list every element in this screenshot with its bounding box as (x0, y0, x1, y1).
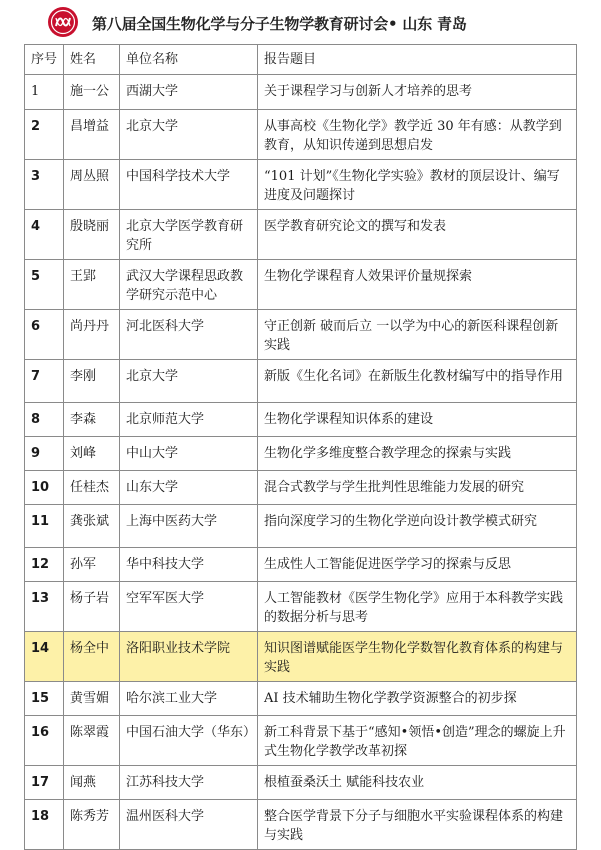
row-number: 13 (25, 582, 64, 632)
report-title: 新版《生化名词》在新版生化教材编写中的指导作用 (258, 360, 577, 403)
institution-name: 河北医科大学 (120, 310, 258, 360)
row-number: 11 (25, 505, 64, 548)
row-number: 12 (25, 548, 64, 582)
table-row (25, 437, 577, 471)
row-number: 15 (25, 682, 64, 716)
table-row (25, 310, 577, 360)
institution-name: 中国科学技术大学 (120, 160, 258, 210)
report-title: 根植蚕桑沃土 赋能科技农业 (258, 766, 577, 800)
report-title: 从事高校《生物化学》教学近 30 年有感：从教学到教育，从知识传递到思想启发 (258, 110, 577, 160)
row-number: 5 (25, 260, 64, 310)
report-title: 守正创新 破而后立 一以学为中心的新医科课程创新实践 (258, 310, 577, 360)
institution-name: 北京大学 (120, 110, 258, 160)
table-row (25, 682, 577, 716)
conference-logo-icon (47, 6, 79, 38)
table-row (25, 75, 577, 110)
institution-name: 空军军医大学 (120, 582, 258, 632)
institution-name: 中国石油大学（华东） (120, 716, 258, 766)
table-row (25, 766, 577, 800)
report-title: 混合式教学与学生批判性思维能力发展的研究 (258, 471, 577, 505)
table-row (25, 403, 577, 437)
table-row (25, 505, 577, 548)
institution-name: 哈尔滨工业大学 (120, 682, 258, 716)
presenter-name: 施一公 (64, 75, 120, 110)
table-row (25, 716, 577, 766)
presenter-name: 殷晓丽 (64, 210, 120, 260)
table-row (25, 632, 577, 682)
column-header-unit: 单位名称 (120, 45, 258, 75)
institution-name: 上海中医药大学 (120, 505, 258, 548)
institution-name: 洛阳职业技术学院 (120, 632, 258, 682)
institution-name: 西湖大学 (120, 75, 258, 110)
table-row (25, 800, 577, 850)
table-row (25, 471, 577, 505)
table-row (25, 160, 577, 210)
presenter-name: 龚张斌 (64, 505, 120, 548)
presenter-name: 刘峰 (64, 437, 120, 471)
institution-name: 华中科技大学 (120, 548, 258, 582)
report-title: 知识图谱赋能医学生物化学数智化教育体系的构建与实践 (258, 632, 577, 682)
presenter-name: 陈秀芳 (64, 800, 120, 850)
table-header-row (25, 45, 577, 75)
document-header (0, 0, 601, 44)
report-title: 生物化学课程育人效果评价量规探索 (258, 260, 577, 310)
table-row (25, 110, 577, 160)
report-schedule-table (24, 44, 577, 850)
report-title: 关于课程学习与创新人才培养的思考 (258, 75, 577, 110)
row-number: 6 (25, 310, 64, 360)
row-number: 18 (25, 800, 64, 850)
table-row (25, 360, 577, 403)
report-title: 生成性人工智能促进医学学习的探索与反思 (258, 548, 577, 582)
row-number: 14 (25, 632, 64, 682)
institution-name: 江苏科技大学 (120, 766, 258, 800)
row-number: 3 (25, 160, 64, 210)
report-title: 新工科背景下基于“感知•领悟•创造”理念的螺旋上升式生物化学教学改革初探 (258, 716, 577, 766)
row-number: 4 (25, 210, 64, 260)
table-row (25, 210, 577, 260)
table-row (25, 260, 577, 310)
row-number: 1 (25, 75, 64, 110)
institution-name: 中山大学 (120, 437, 258, 471)
institution-name: 山东大学 (120, 471, 258, 505)
column-header-report-title: 报告题目 (258, 45, 577, 75)
institution-name: 北京师范大学 (120, 403, 258, 437)
presenter-name: 李森 (64, 403, 120, 437)
report-title: AI 技术辅助生物化学教学资源整合的初步探 (258, 682, 577, 716)
row-number: 16 (25, 716, 64, 766)
report-title: 整合医学背景下分子与细胞水平实验课程体系的构建与实践 (258, 800, 577, 850)
presenter-name: 陈翠霞 (64, 716, 120, 766)
column-header-name: 姓名 (64, 45, 120, 75)
report-title: 医学教育研究论文的撰写和发表 (258, 210, 577, 260)
row-number: 9 (25, 437, 64, 471)
institution-name: 温州医科大学 (120, 800, 258, 850)
presenter-name: 昌增益 (64, 110, 120, 160)
table-row (25, 582, 577, 632)
presenter-name: 杨子岩 (64, 582, 120, 632)
presenter-name: 李刚 (64, 360, 120, 403)
report-title: 生物化学课程知识体系的建设 (258, 403, 577, 437)
presenter-name: 任桂杰 (64, 471, 120, 505)
presenter-name: 周丛照 (64, 160, 120, 210)
report-title: “101 计划”《生物化学实验》教材的顶层设计、编写进度及问题探讨 (258, 160, 577, 210)
institution-name: 武汉大学课程思政教学研究示范中心 (120, 260, 258, 310)
row-number: 8 (25, 403, 64, 437)
row-number: 7 (25, 360, 64, 403)
table-row (25, 548, 577, 582)
institution-name: 北京大学医学教育研究所 (120, 210, 258, 260)
presenter-name: 杨全中 (64, 632, 120, 682)
presenter-name: 尚丹丹 (64, 310, 120, 360)
page-title: 第八届全国生物化学与分子生物学教育研讨会• 山东 青岛 (92, 15, 467, 33)
institution-name: 北京大学 (120, 360, 258, 403)
presenter-name: 孙军 (64, 548, 120, 582)
column-header-number: 序号 (25, 45, 64, 75)
presenter-name: 黄雪媚 (64, 682, 120, 716)
report-title: 生物化学多维度整合教学理念的探索与实践 (258, 437, 577, 471)
report-title: 人工智能教材《医学生物化学》应用于本科教学实践的数据分析与思考 (258, 582, 577, 632)
presenter-name: 闻燕 (64, 766, 120, 800)
row-number: 10 (25, 471, 64, 505)
row-number: 17 (25, 766, 64, 800)
report-title: 指向深度学习的生物化学逆向设计教学模式研究 (258, 505, 577, 548)
row-number: 2 (25, 110, 64, 160)
presenter-name: 王郢 (64, 260, 120, 310)
